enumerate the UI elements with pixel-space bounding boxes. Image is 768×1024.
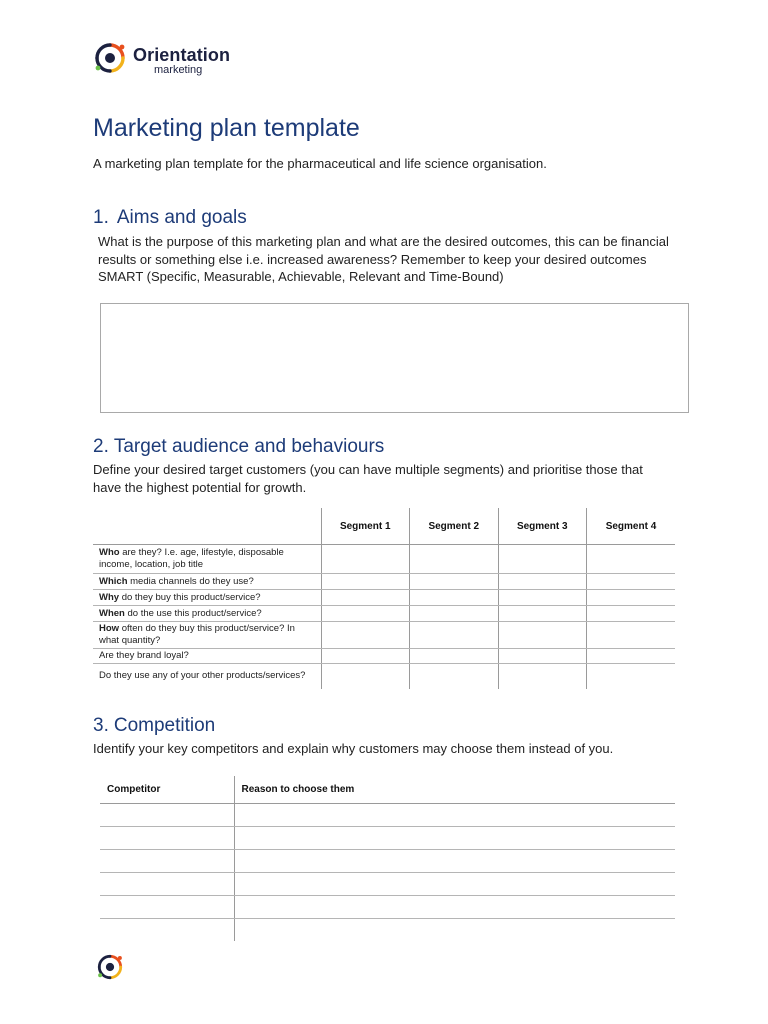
brand-name: Orientation [133,45,231,65]
answer-cell[interactable] [321,590,410,606]
segment-header: Segment 3 [498,508,587,545]
question-keyword: Who [99,547,120,558]
answer-cell[interactable] [498,590,587,606]
answer-cell[interactable] [498,574,587,590]
answer-cell[interactable] [587,574,676,590]
table-row [100,827,675,850]
table-row [100,873,675,896]
section-aims-heading [93,207,247,229]
table-row [93,622,675,649]
question-keyword: Which [99,575,128,587]
brand-sub: marketing [154,64,203,76]
section-number: 3. [93,715,109,736]
answer-cell[interactable] [587,649,676,664]
question-keyword: Why [99,591,120,603]
reason-cell[interactable] [234,850,675,873]
reason-cell[interactable] [234,896,675,919]
question-text: media channels do they use? [127,575,254,587]
competitor-cell[interactable] [100,850,234,873]
section-aims-body: What is the purpose of this marketing plan and what are the desired outcomes, this can be financial results or something else i.e. increased awareness? Remember to keep your desired outcomes SMART (Specific, Measurable, Achievable, Relevant and Time-Bound) [98,234,669,284]
answer-cell[interactable] [587,590,676,606]
orientation-logo-icon [96,953,124,981]
aims-answer-box[interactable] [100,303,689,413]
reason-cell[interactable] [234,919,675,942]
answer-cell[interactable] [587,664,676,689]
answer-cell[interactable] [587,606,676,622]
table-row [93,545,675,574]
segment-header: Segment 2 [410,508,499,545]
section-audience-heading [93,436,384,458]
question-keyword: When [99,607,125,619]
answer-cell[interactable] [410,622,499,649]
competitor-cell[interactable] [100,896,234,919]
answer-cell[interactable] [410,545,499,574]
section-competition-body: Identify your key competitors and explain why customers may choose them instead of you. [93,741,614,756]
question-cell [93,545,321,574]
section-title: Competition [113,715,216,736]
answer-cell[interactable] [498,649,587,664]
question-cell [93,606,321,622]
question-text: Do they use any of your other products/services? [99,670,306,682]
question-cell [93,649,321,664]
table-row [93,606,675,622]
answer-cell[interactable] [410,664,499,689]
reason-cell[interactable] [234,827,675,850]
section-number: 2. [93,436,109,457]
table-row [100,850,675,873]
question-cell [93,622,321,649]
question-keyword: How [99,623,120,634]
answer-cell[interactable] [498,545,587,574]
table-row [100,804,675,827]
answer-cell[interactable] [498,606,587,622]
section-title: Aims and goals [116,207,247,228]
answer-cell[interactable] [587,545,676,574]
question-cell [93,590,321,606]
question-cell [93,574,321,590]
reason-cell[interactable] [234,804,675,827]
table-row [93,649,675,664]
question-text: are they? I.e. age, lifestyle, disposable income, location, job title [99,547,284,570]
competitor-cell[interactable] [100,919,234,942]
table-row [93,664,675,689]
table-row [93,574,675,590]
answer-cell[interactable] [321,622,410,649]
competitor-cell[interactable] [100,873,234,896]
answer-cell[interactable] [321,649,410,664]
answer-cell[interactable] [410,590,499,606]
reason-cell[interactable] [234,873,675,896]
answer-cell[interactable] [410,649,499,664]
answer-cell[interactable] [321,545,410,574]
answer-cell[interactable] [498,664,587,689]
question-text: do they buy this product/service? [119,591,261,603]
section-number: 1. [93,207,109,228]
orientation-logo-icon [93,41,127,75]
reason-header: Reason to choose them [234,776,675,804]
answer-cell[interactable] [498,622,587,649]
intro-text: A marketing plan template for the pharmaceutical and life science organisation. [93,156,547,171]
segment-header: Segment 1 [321,508,410,545]
competitor-cell[interactable] [100,804,234,827]
segment-table [93,508,675,689]
question-text: do the use this product/service? [124,607,262,619]
footer-logo [96,953,124,986]
question-text: often do they buy this product/service? In what quantity? [99,623,295,646]
table-row [100,919,675,942]
question-text: Are they brand loyal? [99,650,189,661]
answer-cell[interactable] [410,606,499,622]
answer-cell[interactable] [587,622,676,649]
competitor-cell[interactable] [100,827,234,850]
page-title: Marketing plan template [93,114,360,142]
competitor-table [100,776,675,941]
answer-cell[interactable] [321,664,410,689]
section-competition-heading [93,715,215,737]
brand-logo [93,41,230,76]
question-cell [93,664,321,689]
answer-cell[interactable] [321,574,410,590]
answer-cell[interactable] [410,574,499,590]
segment-header: Segment 4 [587,508,676,545]
answer-cell[interactable] [321,606,410,622]
table-row [93,590,675,606]
table-row [100,896,675,919]
section-title: Target audience and behaviours [113,436,385,457]
section-audience-body: Define your desired target customers (you can have multiple segments) and prioritise those that have the highest potential for growth. [93,462,643,495]
competitor-header: Competitor [100,776,234,804]
table-corner [93,508,321,545]
